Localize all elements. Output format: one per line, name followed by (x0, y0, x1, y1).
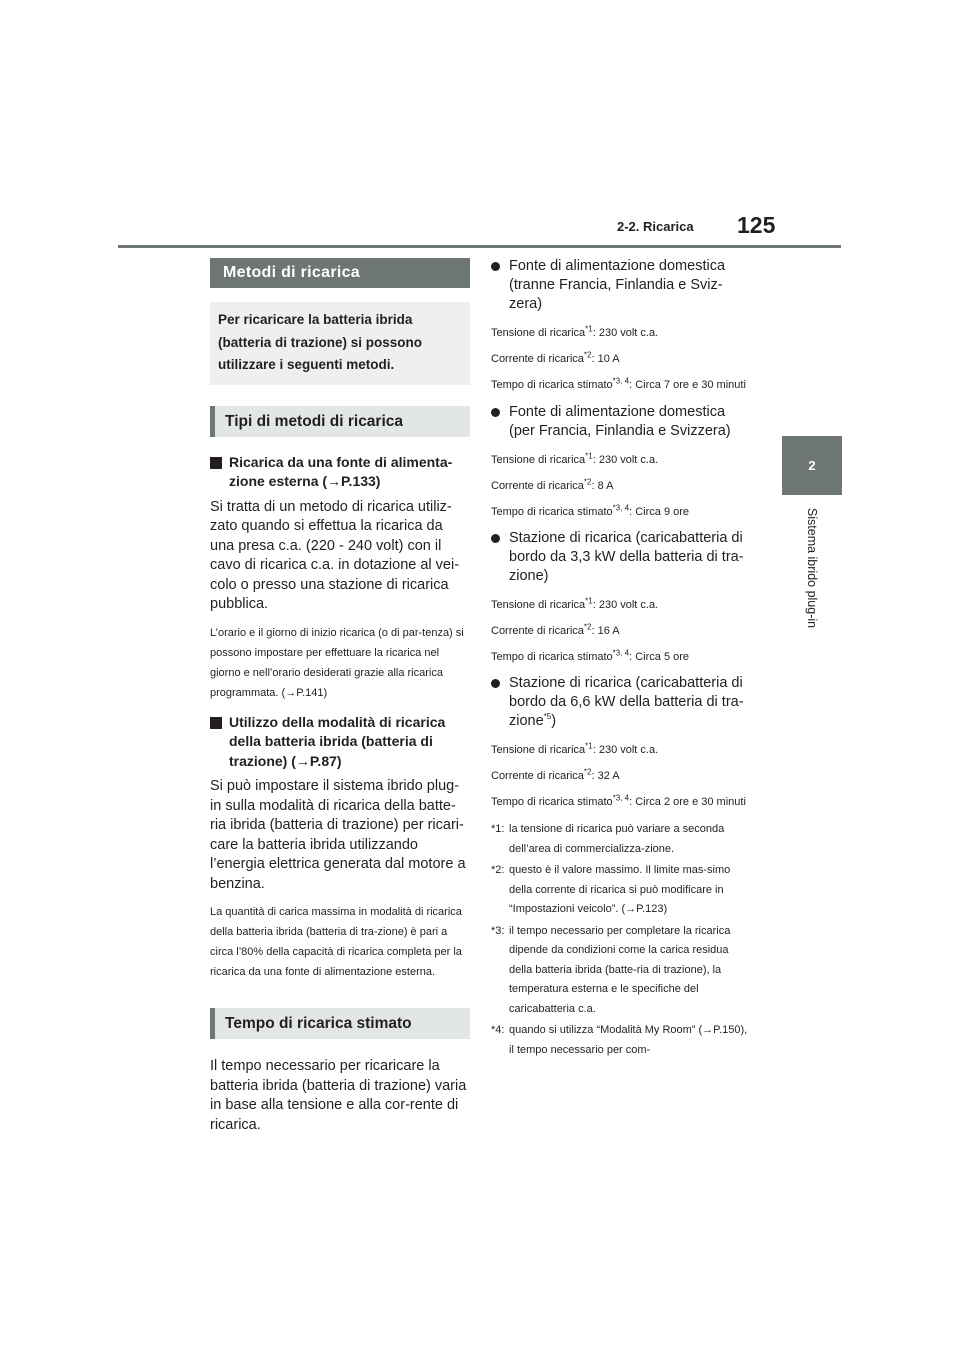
bullet-stazione-6-6kw: Stazione di ricarica (caricabatteria di bordo da 6,6 kW della batteria di tra-zione$^{*5}$) (491, 674, 749, 731)
spec-tensione: Tensione di ricarica$^{*1}$: 230 volt c.a. (491, 596, 659, 611)
spec-corrente: Corrente di ricarica$^{*2}$: 16 A (491, 622, 620, 637)
subheading-fonte-esterna: Ricarica da una fonte di alimenta-zione esterna (→P.133) (210, 453, 470, 492)
spec-tempo: Tempo di ricarica stimato$^{*3, 4}$: Circa 9 ore (491, 503, 690, 518)
spec-corrente: Corrente di ricarica$^{*2}$: 32 A (491, 767, 620, 782)
intro-text: Per ricaricare la batteria ibrida (batteria di trazione) si possono utilizzare i seguenti metodi. (210, 302, 470, 385)
bullet-dot-icon (491, 262, 500, 271)
spec-tensione: Tensione di ricarica$^{*1}$: 230 volt c.a. (491, 324, 659, 339)
spec-tempo: Tempo di ricarica stimato$^{*3, 4}$: Circa 7 ore e 30 minuti (491, 376, 746, 391)
note-carica-massima: La quantità di carica massima in modalità di ricarica della batteria ibrida (batteria di tra-zione) è pari a circa l’80% della capacità di ricarica completa per la ricarica da una fonte di alimentazione esterna. (210, 906, 462, 978)
paragraph-fonte-esterna: Si tratta di un metodo di ricarica utiliz-zato quando si effettua la ricarica da una presa c.a. (220 - 240 volt) con il cavo di ricarica c.a. in dotazione al vei-colo o presso una stazione di ricarica pubblica. (210, 498, 460, 612)
section-title: 2-2. Ricarica (617, 219, 694, 234)
footnote-2: *2: questo è il valore massimo. Il limite mas-simo della corrente di ricarica si può modificare in “Impostazioni veicolo”. (→P.123) (491, 864, 731, 915)
note-ricarica-programmata: L’orario e il giorno di inizio ricarica (o di par-tenza) si possono impostare per effettuare la ricarica nel giorno e nell’orario desiderati grazie alla ricarica programmata. (→P.141) (210, 626, 464, 699)
bullet-dot-icon (491, 679, 500, 688)
footnote-3: *3: il tempo necessario per completare la ricarica dipende da condizioni come la carica residua della batteria ibrida (batte-ria di trazione), la temperatura esterna e le specifiche del caricabatteria c.a. (491, 924, 731, 1015)
spec-corrente: Corrente di ricarica$^{*2}$: 10 A (491, 350, 620, 365)
heading-tempo: Tempo di ricarica stimato (210, 1008, 470, 1039)
paragraph-modalita-ricarica: Si può impostare il sistema ibrido plug-in sulla modalità di ricarica della batte-ria ibrida (batteria di trazione) per ricari-care la batteria ibrida utilizzando l’energia elettrica generata dal motore a benzina. (210, 778, 466, 892)
spec-corrente: Corrente di ricarica$^{*2}$: 8 A (491, 477, 614, 492)
bullet-dot-icon (491, 534, 500, 543)
spec-tempo: Tempo di ricarica stimato$^{*3, 4}$: Circa 5 ore (491, 648, 690, 663)
page-number: 125 (737, 212, 776, 238)
bullet-stazione-3-3kw: Stazione di ricarica (caricabatteria di bordo da 3,3 kW della batteria di tra-zione) (491, 529, 749, 586)
bullet-domestica-2: Fonte di alimentazione domestica (per Francia, Finlandia e Svizzera) (491, 403, 749, 441)
spec-tempo: Tempo di ricarica stimato$^{*3, 4}$: Circa 2 ore e 30 minuti (491, 793, 746, 808)
spec-tensione: Tensione di ricarica$^{*1}$: 230 volt c.a. (491, 741, 659, 756)
bullet-dot-icon (491, 408, 500, 417)
chapter-label: Sistema ibrido plug-in (805, 507, 819, 629)
heading-tipi: Tipi di metodi di ricarica (210, 406, 470, 437)
spec-tensione: Tensione di ricarica$^{*1}$: 230 volt c.a. (491, 451, 659, 466)
square-bullet-icon (210, 457, 222, 469)
footnote-4: *4: quando si utilizza “Modalità My Room” (→P.150), il tempo necessario per com- (491, 1024, 748, 1056)
chapter-tab: 2 (782, 436, 842, 495)
paragraph-tempo: Il tempo necessario per ricaricare la batteria ibrida (batteria di trazione) varia in base alla tensione e alla cor-rente di ricarica. (210, 1058, 467, 1133)
square-bullet-icon (210, 717, 222, 729)
bullet-domestica-1: Fonte di alimentazione domestica (tranne Francia, Finlandia e Sviz-zera) (491, 257, 749, 314)
footnote-1: *1: la tensione di ricarica può variare a seconda dell’area di commercializza-zione. (491, 823, 725, 855)
subheading-modalita-ricarica: Utilizzo della modalità di ricarica della batteria ibrida (batteria di trazione) (→P.87) (210, 713, 470, 772)
right-column (491, 253, 749, 1060)
heading-metodi: Metodi di ricarica (210, 258, 470, 288)
left-column (210, 258, 470, 1135)
header-rule (118, 245, 841, 248)
